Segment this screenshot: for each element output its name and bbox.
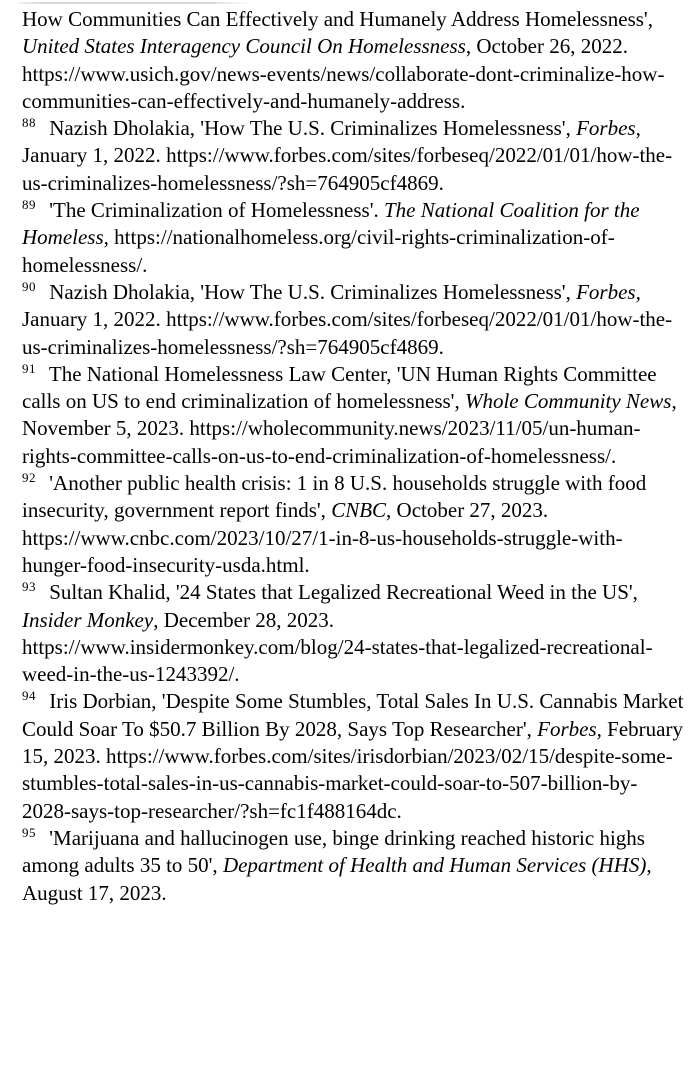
footnote-number: 90 xyxy=(22,278,36,294)
citation-text-segment: , xyxy=(103,225,115,250)
citation-text-segment: United States Interagency Council On Homelessness xyxy=(22,34,466,59)
footnote-number: 95 xyxy=(22,824,36,840)
footnote-number: 91 xyxy=(22,360,36,376)
citation-text-segment: Forbes, xyxy=(537,716,602,741)
citation-text-segment: CNBC xyxy=(331,498,387,523)
footnote-number: 88 xyxy=(22,115,36,131)
citation-text-segment: , November 5, 2023. xyxy=(22,389,677,441)
citation-text-segment: Whole Community News xyxy=(464,389,672,414)
footnote-number: 89 xyxy=(22,197,36,213)
citation-text-segment: 'Marijuana and hallucinogen use, binge drinking reached historic highs among adults 35 to 50', xyxy=(22,825,645,878)
footnote-entry-90 xyxy=(22,279,686,361)
citation-text-segment: 'The Criminalization of Homelessness'. xyxy=(44,198,384,223)
footnote-number: 92 xyxy=(22,470,36,486)
footnotes-list xyxy=(22,6,686,907)
citation-text-segment: Forbes xyxy=(576,116,636,141)
citation-text-segment: , January 1, 2022. xyxy=(22,279,641,332)
citation-text-segment: 'Another public health crisis: 1 in 8 U.S. households struggle with food insecurity, government report finds', xyxy=(22,471,647,523)
footnote-entry-95 xyxy=(22,825,686,907)
citation-url-text: https://nationalhomeless.org/civil-rights-criminalization-of-homelessness/. xyxy=(22,225,615,277)
citation-text-segment: , October 27, 2023. xyxy=(386,498,549,523)
footnote-entry-94 xyxy=(22,688,686,824)
citation-text-segment: Iris Dorbian, 'Despite Some Stumbles, Total Sales In U.S. Cannabis Market Could Soar To $50.7 Billion By 2028, Says Top Researcher', xyxy=(22,689,684,741)
citation-url-text: https://www.insidermonkey.com/blog/24-states-that-legalized-recreational-weed-in-the-us-1243392/. xyxy=(22,634,653,687)
footnote-number: 93 xyxy=(22,579,36,595)
citation-text-segment: Nazish Dholakia, 'How The U.S. Criminalizes Homelessness', xyxy=(44,116,577,141)
citation-url-text: https://www.cnbc.com/2023/10/27/1-in-8-us-households-struggle-with-hunger-food-insecurity-usda.html. xyxy=(22,525,623,577)
citation-text-segment: The National Coalition for the Homeless xyxy=(22,198,640,250)
footnote-entry-93 xyxy=(22,579,686,688)
citation-text-segment: , August 17, 2023. xyxy=(22,853,652,905)
footnote-separator-line xyxy=(18,2,248,4)
footnote-entry-89 xyxy=(22,197,686,279)
citation-url-text: https://www.usich.gov/news-events/news/collaborate-dont-criminalize-how-communities-can-effectively-and-humanely-address. xyxy=(22,61,665,113)
footnote-entry-91 xyxy=(22,361,686,470)
footnote-number: 94 xyxy=(22,688,36,704)
footnote-entry-88 xyxy=(22,115,686,197)
citation-url-text: https://www.forbes.com/sites/irisdorbian/2023/02/15/despite-some-stumbles-total-sales-in-us-cannabis-market-could-soar-to-507-billion-by-2028-says-top-researcher/?sh=fc1f488164dc. xyxy=(22,744,673,823)
citation-text-segment: The National Homelessness Law Center, 'UN Human Rights Committee calls on US to end criminalization of homelessness', xyxy=(22,361,657,414)
citation-text-segment: , October 26, 2022. xyxy=(465,34,628,59)
citation-text-segment: , January 1, 2022. xyxy=(22,116,641,168)
citation-url-text: https://wholecommunity.news/2023/11/05/un-human-rights-committee-calls-on-us-to-end-criminalization-of-homelessness/. xyxy=(22,416,641,468)
citation-text-segment: Sultan Khalid, '24 States that Legalized Recreational Weed in the US', xyxy=(44,580,638,605)
citation-url-text: https://www.forbes.com/sites/forbeseq/2022/01/01/how-the-us-criminalizes-homelessness/?sh=764905cf4869. xyxy=(22,307,673,359)
citation-text-segment: Insider Monkey xyxy=(22,607,154,632)
footnote-continuation xyxy=(22,6,686,115)
citation-text-segment: Department of Health and Human Services (HHS) xyxy=(222,853,647,878)
citation-url-text: https://www.forbes.com/sites/forbeseq/2022/01/01/how-the-us-criminalizes-homelessness/?sh=764905cf4869. xyxy=(22,143,673,195)
citation-text-segment: February 15, 2023. xyxy=(22,716,683,769)
citation-text-segment: Nazish Dholakia, 'How The U.S. Criminalizes Homelessness', xyxy=(44,279,577,304)
citation-text-segment: Forbes xyxy=(576,279,636,304)
citation-text-segment: , December 28, 2023. xyxy=(153,607,334,632)
citation-text-segment: How Communities Can Effectively and Humanely Address Homelessness', xyxy=(22,7,653,31)
footnote-entry-92 xyxy=(22,470,686,579)
